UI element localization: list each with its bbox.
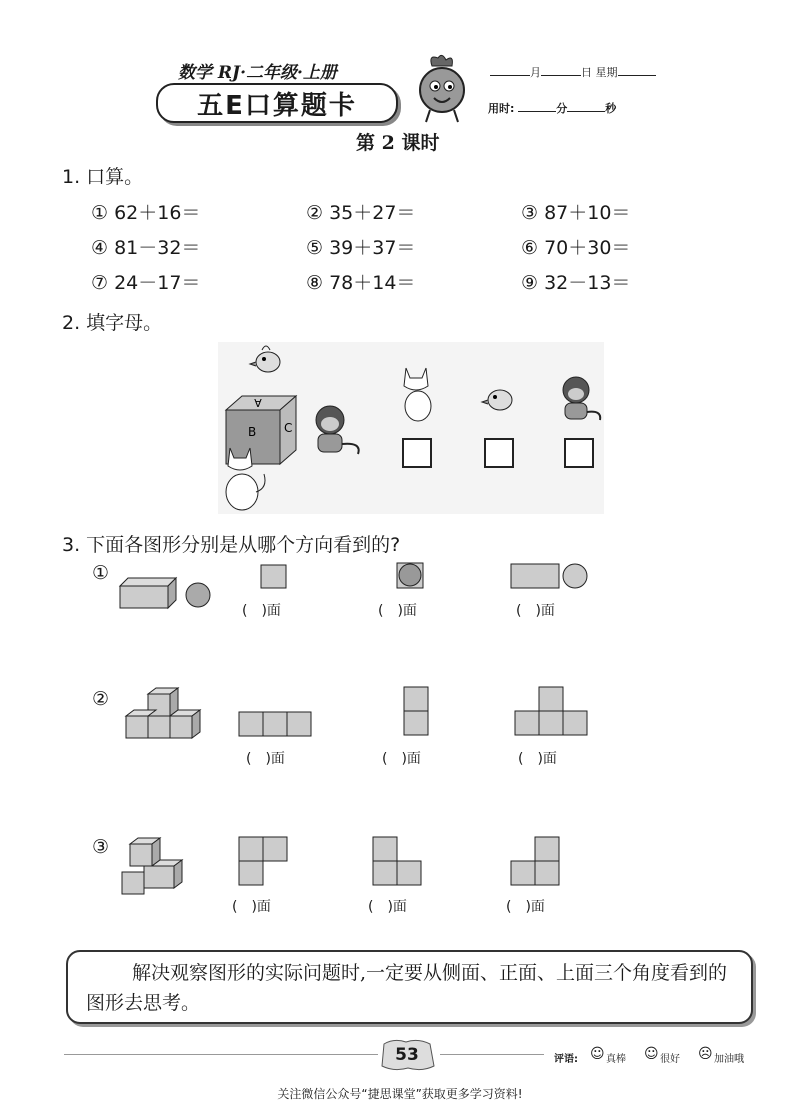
calc-item: ① 62＋16＝ bbox=[91, 202, 201, 224]
footer-rule-right bbox=[440, 1054, 544, 1055]
calc-item: ⑥ 70＋30＝ bbox=[521, 237, 631, 259]
tip-box bbox=[66, 950, 753, 1024]
answer-blank[interactable]: ( )面 bbox=[518, 751, 557, 767]
sad-face-icon[interactable]: ☹ bbox=[698, 1046, 713, 1062]
minute-label: 分 bbox=[556, 102, 568, 115]
time-prefix: 用时: bbox=[488, 102, 515, 115]
view-square-with-circle bbox=[396, 562, 426, 590]
tip-text: 解决观察图形的实际问题时,一定要从侧面、正面、上面三个角度看到的图形去思考。 bbox=[86, 962, 728, 1014]
view-l-top-two bbox=[238, 836, 292, 888]
weekday-label: 星期 bbox=[595, 66, 618, 79]
month-label: 月 bbox=[530, 66, 541, 79]
stacked-cubes-figure bbox=[118, 686, 210, 750]
answer-box[interactable] bbox=[564, 438, 594, 468]
view-rect-and-circle bbox=[510, 562, 590, 590]
smile-face-icon[interactable]: ☺ bbox=[644, 1046, 659, 1062]
answer-blank[interactable]: ( )面 bbox=[378, 603, 417, 619]
view-t-shape bbox=[514, 686, 590, 738]
calc-item: ⑤ 39＋37＝ bbox=[306, 237, 416, 259]
answer-box[interactable] bbox=[402, 438, 432, 468]
smile-face-icon[interactable]: ☺ bbox=[590, 1046, 605, 1062]
calc-item: ③ 87＋10＝ bbox=[521, 202, 631, 224]
answer-blank[interactable]: ( )面 bbox=[246, 751, 285, 767]
answer-blank[interactable]: ( )面 bbox=[242, 603, 281, 619]
cat-icon bbox=[396, 364, 440, 426]
group-label: ② bbox=[92, 688, 110, 710]
time-line bbox=[488, 100, 616, 116]
calc-item: ⑦ 24－17＝ bbox=[91, 272, 201, 294]
day-label: 日 bbox=[581, 66, 592, 79]
radish-mascot-icon bbox=[410, 52, 474, 124]
calc-item: ④ 81－32＝ bbox=[91, 237, 201, 259]
answer-blank[interactable]: ( )面 bbox=[368, 899, 407, 915]
view-mirrored-l bbox=[510, 836, 564, 888]
group-label: ③ bbox=[92, 836, 110, 858]
view-three-squares-row bbox=[238, 710, 314, 738]
answer-blank[interactable]: ( )面 bbox=[232, 899, 271, 915]
bird-icon bbox=[480, 380, 518, 416]
monkey-icon bbox=[556, 374, 606, 428]
view-two-squares-column bbox=[402, 686, 430, 738]
book-subtitle: 数学 RJ·二年级·上册 bbox=[178, 63, 337, 83]
second-label: 秒 bbox=[605, 102, 617, 115]
eval-option: 加油哦 bbox=[714, 1054, 744, 1065]
monkey-icon bbox=[306, 402, 368, 464]
l-shape-cubes-figure bbox=[118, 836, 194, 906]
bottom-note: 关注微信公众号“捷思课堂”获取更多学习资料! bbox=[277, 1087, 523, 1101]
q2-heading: 2. 填字母。 bbox=[62, 312, 163, 334]
cube-letter-side: C bbox=[284, 421, 293, 435]
eval-label: 评语: bbox=[554, 1054, 578, 1065]
lesson-title: 第 2 课时 bbox=[356, 132, 440, 154]
cube-letter-front: B bbox=[248, 425, 257, 439]
date-line bbox=[490, 64, 656, 80]
view-l-bottom-two bbox=[372, 836, 426, 888]
bird-icon bbox=[248, 340, 288, 378]
cube-letter-top: A bbox=[254, 396, 262, 409]
calc-item: ② 35＋27＝ bbox=[306, 202, 416, 224]
answer-blank[interactable]: ( )面 bbox=[506, 899, 545, 915]
eval-option: 很好 bbox=[660, 1054, 680, 1065]
answer-box[interactable] bbox=[484, 438, 514, 468]
group-label: ① bbox=[92, 562, 110, 584]
view-square bbox=[260, 564, 288, 590]
q3-heading: 3. 下面各图形分别是从哪个方向看到的? bbox=[62, 534, 401, 556]
calc-item: ⑨ 32－13＝ bbox=[521, 272, 631, 294]
card-title-box bbox=[156, 83, 398, 123]
page-number: 53 bbox=[395, 1045, 419, 1065]
footer-rule-left bbox=[64, 1054, 378, 1055]
calc-item: ⑧ 78＋14＝ bbox=[306, 272, 416, 294]
q1-heading: 1. 口算。 bbox=[62, 166, 144, 188]
cat-icon bbox=[216, 444, 270, 516]
answer-blank[interactable]: ( )面 bbox=[516, 603, 555, 619]
answer-blank[interactable]: ( )面 bbox=[382, 751, 421, 767]
card-title: 五E口算题卡 bbox=[197, 90, 357, 121]
eval-option: 真棒 bbox=[606, 1054, 626, 1065]
cuboid-and-ball-figure bbox=[118, 576, 214, 610]
